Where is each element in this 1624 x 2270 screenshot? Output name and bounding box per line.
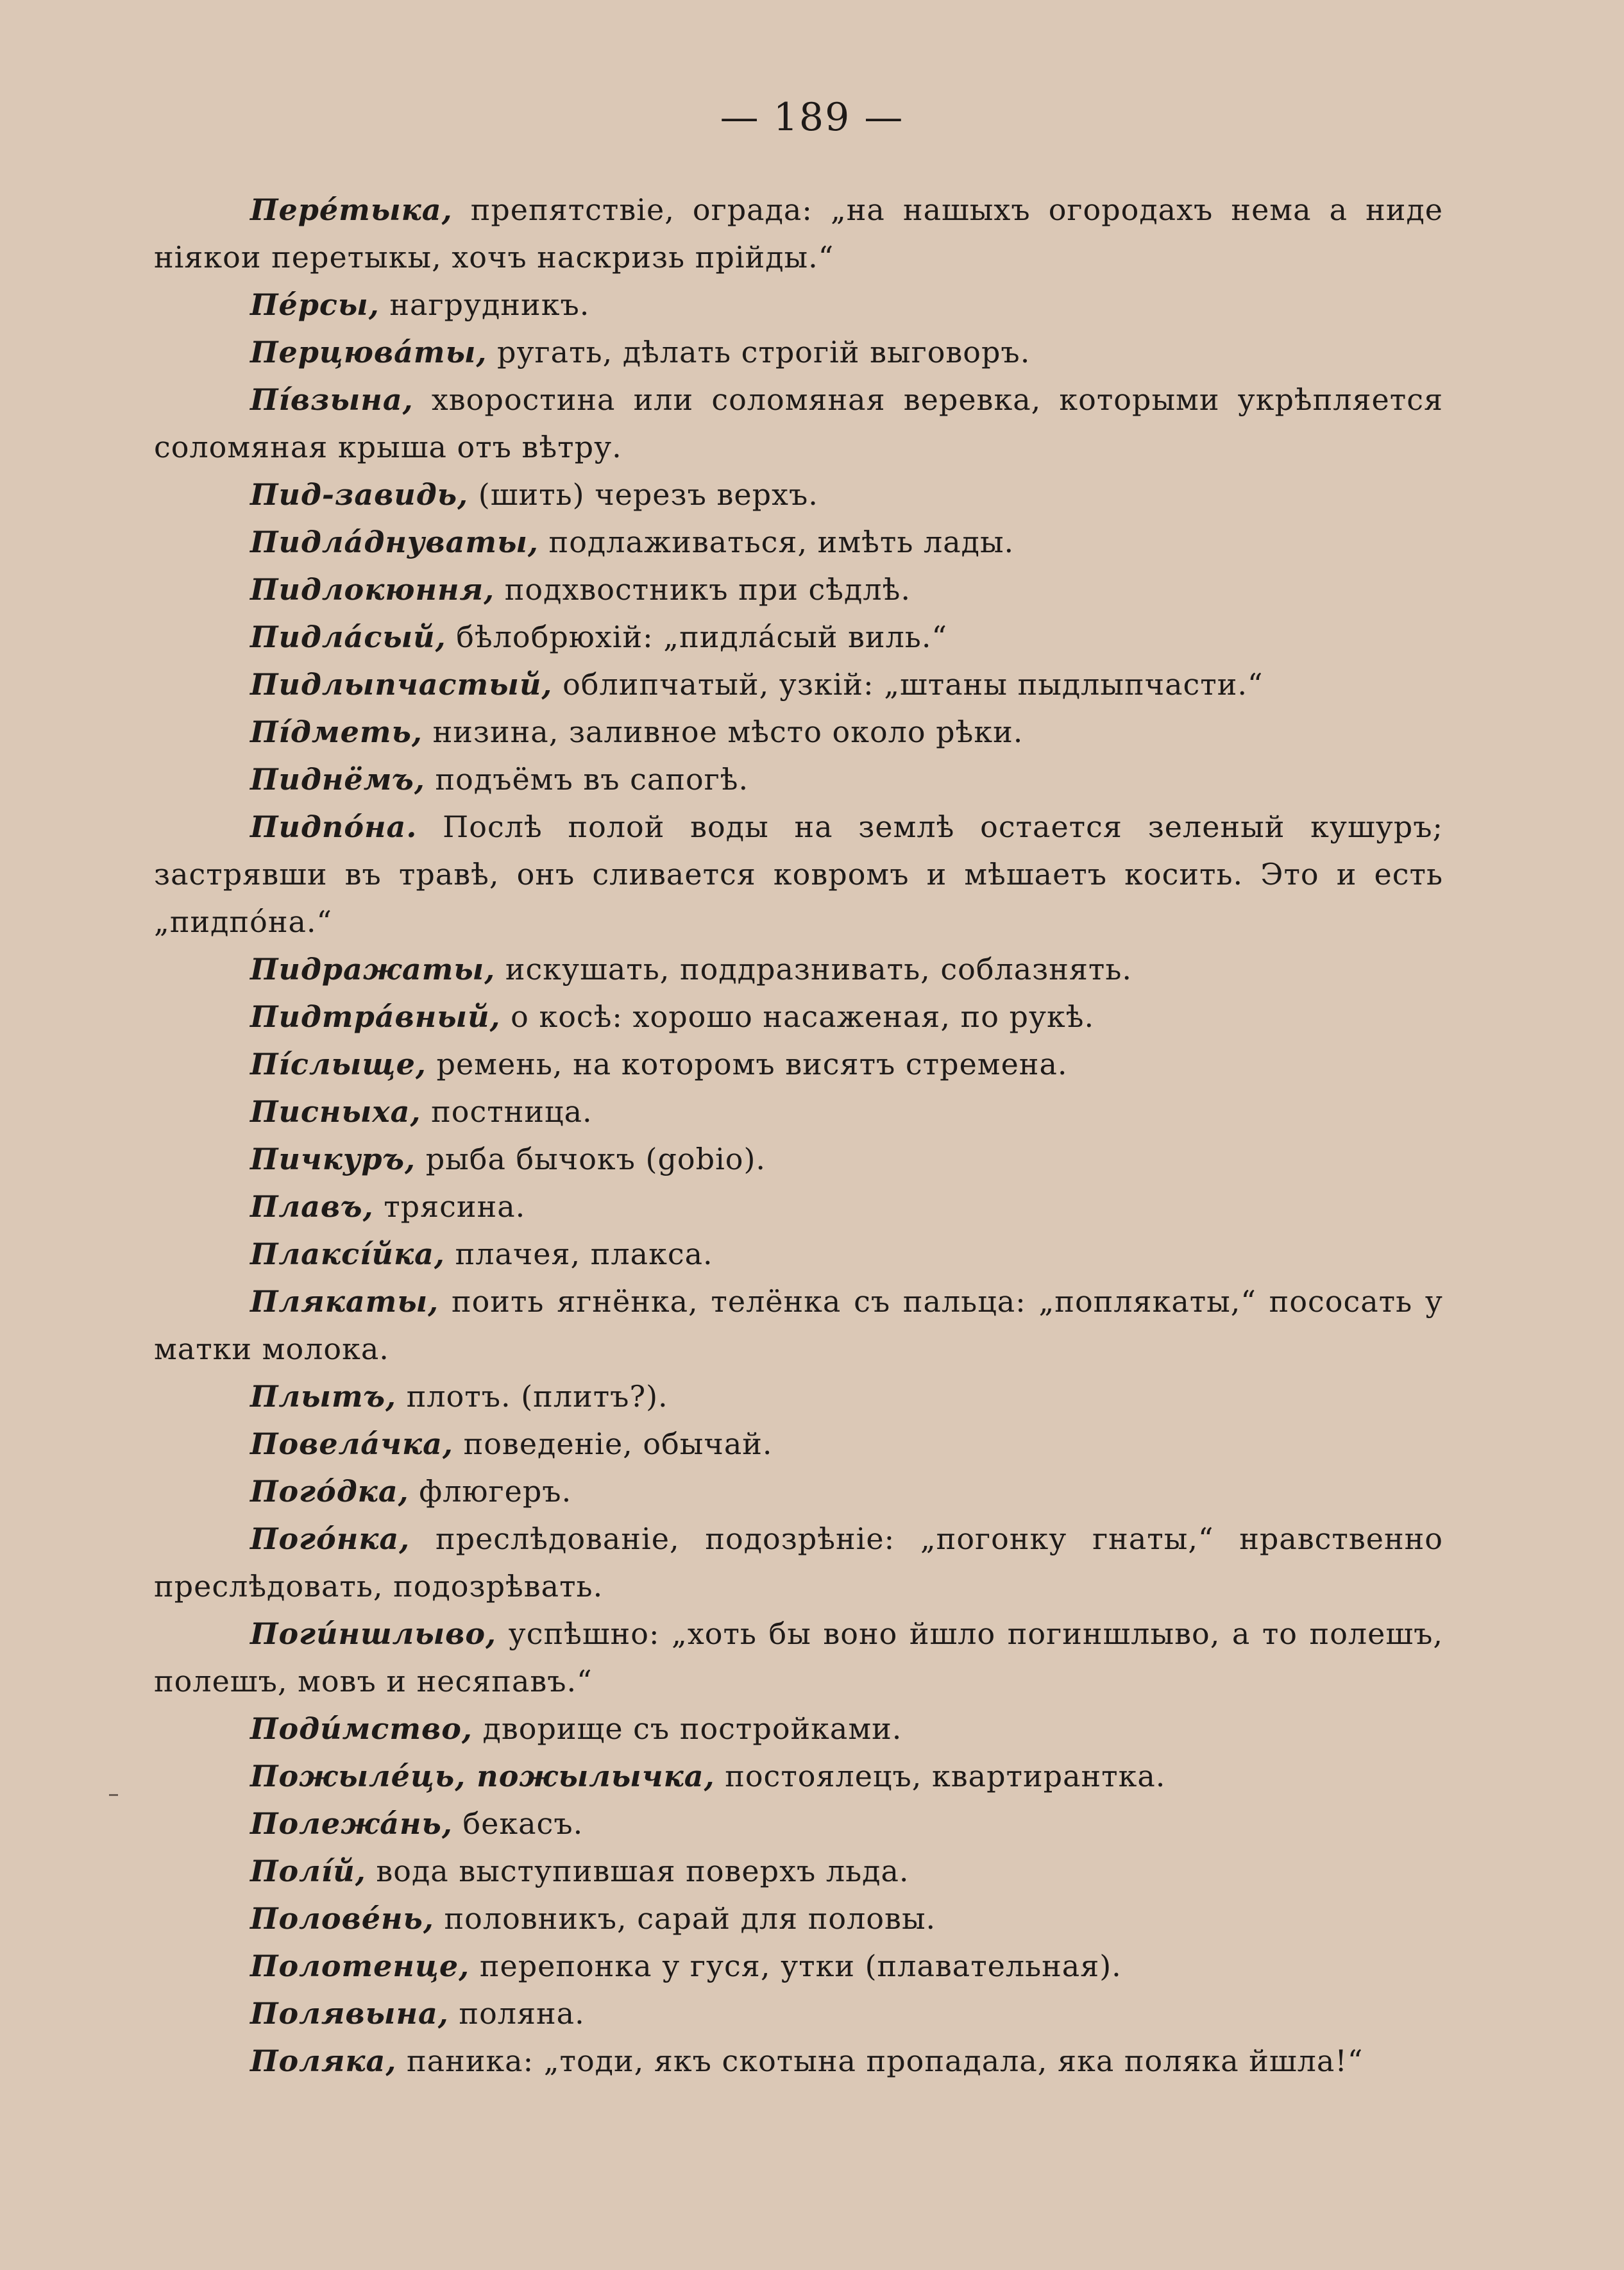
entry-definition: вода выступившая поверхъ льда. <box>376 1854 909 1888</box>
entry-headword: Пидтрáвный, <box>250 999 501 1034</box>
dictionary-entry <box>154 1847 1443 1895</box>
dictionary-entry <box>154 186 1443 281</box>
entry-definition: флюгеръ. <box>419 1474 572 1509</box>
entry-headword: Полотенце, <box>250 1949 470 1983</box>
entry-definition: о косѣ: хорошо насаженая, по рукѣ. <box>511 999 1095 1034</box>
entry-headword: Погóнка, <box>250 1521 410 1556</box>
dictionary-entry <box>154 1135 1443 1183</box>
entry-headword: Пид-завидь, <box>250 477 469 512</box>
page-number: — 189 — <box>720 95 904 140</box>
entry-headword: Пиднёмъ, <box>250 762 425 797</box>
dictionary-entry <box>154 1942 1443 1990</box>
entry-headword: Пичкуръ, <box>250 1142 416 1176</box>
entry-headword: Перéтыка, <box>250 192 453 227</box>
dictionary-entry <box>154 945 1443 993</box>
entry-definition: поведеніе, обычай. <box>463 1427 773 1461</box>
entry-definition: ругать, дѣлать строгій выговоръ. <box>497 335 1031 369</box>
dictionary-entry <box>154 376 1443 471</box>
entry-headword: Пíдметь, <box>250 715 423 749</box>
entry-headword: Пидлáднуваты, <box>250 525 539 559</box>
dictionary-entry <box>154 1230 1443 1278</box>
margin-mark <box>109 1794 118 1796</box>
dictionary-entry <box>154 566 1443 613</box>
entry-definition: плотъ. (плитъ?). <box>406 1379 668 1414</box>
entry-headword: Пидлокюння, <box>250 572 495 607</box>
dictionary-entry <box>154 1895 1443 1942</box>
entry-headword: Плытъ, <box>250 1379 397 1414</box>
entry-headword: Полявына, <box>250 1996 449 2031</box>
dictionary-entry <box>154 1752 1443 1800</box>
entry-headword: Пидражаты, <box>250 952 496 987</box>
dictionary-entry <box>154 803 1443 945</box>
entry-definition: Послѣ полой воды на землѣ остается зеленый кушуръ; застрявши въ травѣ, онъ сливается ковромъ и мѣшаетъ косить. Это и есть „пидпóна.“ <box>154 809 1444 939</box>
dictionary-entry <box>154 1040 1443 1088</box>
entry-headword: Поляка, <box>250 2044 397 2078</box>
entry-definition: подлаживаться, имѣть лады. <box>548 525 1015 559</box>
entry-definition: препятствіе, ограда: „на нашыхъ огородахъ нема а ниде ніякои перетыкы, хочъ наскризь прійды.“ <box>154 192 1444 275</box>
dictionary-entry <box>154 2037 1443 2085</box>
entry-definition: облипчатый, узкій: „штаны пыдлыпчасти.“ <box>562 667 1264 702</box>
entry-headword: Пéрсы, <box>250 287 380 322</box>
dictionary-entry <box>154 1373 1443 1420</box>
entry-definition: бекасъ. <box>462 1806 584 1841</box>
dictionary-entry <box>154 1420 1443 1468</box>
entry-definition: поить ягнёнка, телёнка съ пальца: „поплякаты,“ пососать у матки молока. <box>154 1284 1443 1366</box>
entry-headword: Пíвзына, <box>250 382 414 417</box>
dictionary-entry <box>154 993 1443 1040</box>
entry-headword: Подúмство, <box>250 1711 473 1746</box>
entry-headword: Погúншлыво, <box>250 1616 497 1651</box>
entry-definition: (шить) черезъ верхъ. <box>478 477 818 512</box>
dictionary-entry <box>154 518 1443 566</box>
entry-definition: искушать, поддразнивать, соблазнять. <box>505 952 1133 987</box>
dictionary-entry <box>154 328 1443 376</box>
dictionary-entry <box>154 1088 1443 1135</box>
entry-headword: Пíслыще, <box>250 1047 427 1081</box>
dictionary-entry <box>154 1990 1443 2037</box>
entry-definition: половникъ, сарай для половы. <box>444 1901 936 1936</box>
entry-definition: плачея, плакса. <box>455 1237 713 1271</box>
entry-definition: подъёмъ въ сапогѣ. <box>435 762 749 797</box>
entry-headword: Полежáнь, <box>250 1806 453 1841</box>
entry-headword: Плавъ, <box>250 1189 374 1224</box>
entry-definition: преслѣдованіе, подозрѣніе: „погонку гнаты,“ нравственно преслѣдовать, подозрѣвать. <box>154 1521 1443 1604</box>
entry-definition: подхвостникъ при сѣдлѣ. <box>504 572 911 607</box>
entry-definition: нагрудникъ. <box>389 287 590 322</box>
dictionary-entry <box>154 661 1443 708</box>
dictionary-entry <box>154 1515 1443 1610</box>
entry-definition: бѣлобрюхій: „пидлáсый виль.“ <box>456 620 947 654</box>
entry-headword: Писныха, <box>250 1094 421 1129</box>
entry-definition: постница. <box>431 1094 593 1129</box>
entry-headword: Погóдка, <box>250 1474 409 1509</box>
dictionary-entry <box>154 1278 1443 1373</box>
entry-headword: Плякаты, <box>250 1284 439 1319</box>
dictionary-entry <box>154 1468 1443 1515</box>
dictionary-entries <box>154 186 1443 2085</box>
entry-definition: постоялецъ, квартирантка. <box>725 1759 1166 1793</box>
dictionary-entry <box>154 1610 1443 1705</box>
dictionary-entry <box>154 281 1443 328</box>
dictionary-entry <box>154 1800 1443 1847</box>
dictionary-entry <box>154 756 1443 803</box>
entry-definition: трясина. <box>384 1189 526 1224</box>
entry-headword: Пидпóна. <box>250 809 418 844</box>
entry-definition: успѣшно: „хоть бы воно йшло погиншлыво, а то полешъ, полешъ, мовъ и несяпавъ.“ <box>154 1616 1444 1698</box>
entry-headword: Повелáчка, <box>250 1427 453 1461</box>
entry-headword: Пожылéць, пожылычка, <box>250 1759 715 1793</box>
entry-headword: Пидлыпчастый, <box>250 667 553 702</box>
dictionary-entry <box>154 471 1443 518</box>
entry-definition: перепонка у гуся, утки (плавательная). <box>479 1949 1122 1983</box>
entry-headword: Плаксíйка, <box>250 1237 445 1271</box>
dictionary-entry <box>154 1705 1443 1752</box>
entry-definition: паника: „тоди, якъ скотына пропадала, яка поляка йшла!“ <box>407 2044 1364 2078</box>
entry-definition: рыба бычокъ (gobio). <box>425 1142 766 1176</box>
entry-headword: Полíй, <box>250 1854 366 1888</box>
entry-definition: хворостина или соломяная веревка, которыми укрѣпляется соломяная крыша отъ вѣтру. <box>154 382 1444 464</box>
dictionary-entry <box>154 708 1443 756</box>
dictionary-entry <box>154 613 1443 661</box>
entry-headword: Половéнь, <box>250 1901 434 1936</box>
entry-headword: Пидлáсый, <box>250 620 446 654</box>
entry-headword: Перцювáты, <box>250 335 487 369</box>
entry-definition: дворище съ постройками. <box>482 1711 902 1746</box>
entry-definition: низина, заливное мѣсто около рѣки. <box>432 715 1024 749</box>
dictionary-entry <box>154 1183 1443 1230</box>
entry-definition: поляна. <box>459 1996 585 2031</box>
entry-definition: ремень, на которомъ висятъ стремена. <box>436 1047 1068 1081</box>
